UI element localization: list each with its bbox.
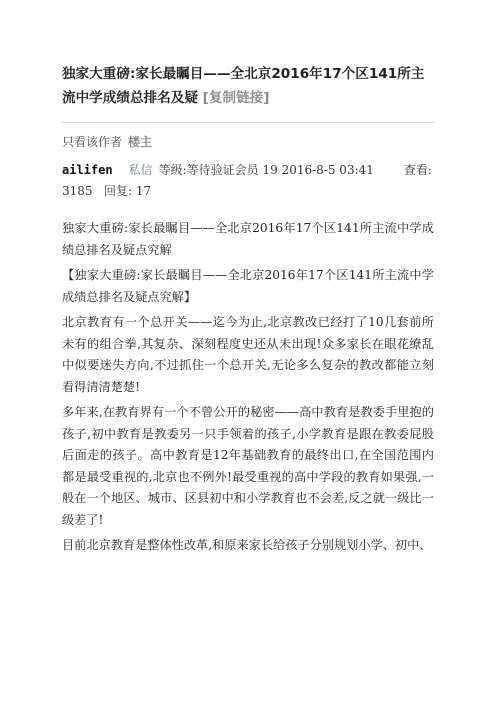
- user-level: 等级:等待验证会员: [158, 163, 259, 177]
- post-title: [62, 62, 434, 110]
- copy-link[interactable]: [复制链接]: [202, 90, 270, 106]
- louzhu-badge: 楼主: [128, 135, 153, 149]
- only-author-link[interactable]: 只看该作者: [62, 135, 123, 149]
- paragraph: 多年来,在教育界有一个不曾公开的秘密——高中教育是教委手里抱的孩子,初中教育是教委另一只手领着的孩子,小学教育是跟在教委屁股后面走的孩子。高中教育是12年基础教育的最终出口,在全国范围内都是最受重视的,北京也不例外!最受重视的高中学段的教育如果强,一般在一个地区、城市、区县初中和小学教育也不会差,反之就一级比一级差了!: [62, 405, 434, 527]
- post-body: [62, 218, 434, 557]
- private-message-link[interactable]: 私信: [128, 163, 153, 177]
- post-container: [62, 62, 434, 561]
- post-number: 19: [262, 163, 278, 177]
- author-filter-line: [62, 132, 434, 152]
- replies-count: 17: [135, 184, 152, 198]
- paragraph: 【独家大重磅:家长最瞩目——全北京2016年17个区141所主流中学成绩总排名及疑点究解】: [62, 268, 434, 304]
- views-label: 查看:: [403, 163, 432, 177]
- paragraph: 北京教育有一个总开关——迄今为止,北京教改已经打了10几套前所未有的组合拳,其复杂、深刻程度史还从未出现!众多家长在眼花缭乱中似要迷失方向,不过抓住一个总开关,无论多么复杂的教改都能立刻看得清清楚楚!: [62, 315, 434, 394]
- views-count: 3185: [62, 184, 93, 198]
- replies-label: 回复:: [104, 184, 133, 198]
- paragraph: 独家大重磅:家长最瞩目——全北京2016年17个区141所主流中学成绩总排名及疑点究解: [62, 221, 434, 257]
- post-datetime: 2016-8-5 03:41: [281, 163, 374, 177]
- divider: [62, 122, 434, 123]
- paragraph: 目前北京教育是整体性改革,和原来家长给孩子分别规划小学、初中、: [62, 538, 432, 552]
- username[interactable]: ailifen: [62, 163, 113, 177]
- post-meta: [62, 160, 434, 202]
- post-title-text: 独家大重磅:家长最瞩目——全北京2016年17个区141所主流中学成绩总排名及疑: [62, 66, 425, 106]
